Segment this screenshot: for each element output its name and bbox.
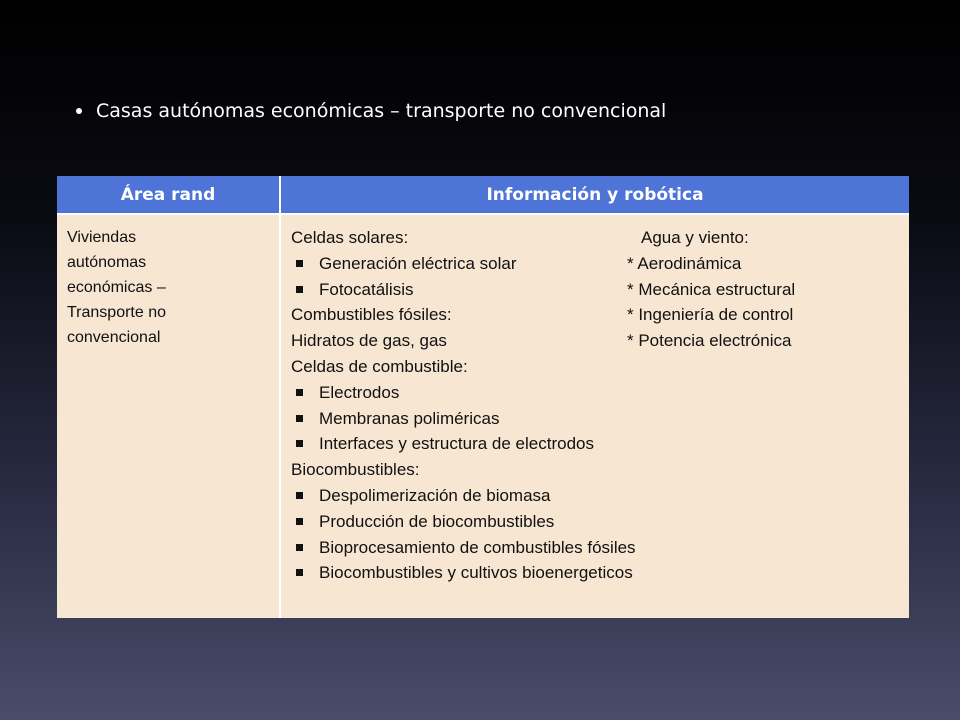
info-cell <box>280 214 909 618</box>
square-bullet-icon <box>296 389 303 396</box>
square-bullet-icon <box>296 569 303 576</box>
table-row <box>57 214 909 618</box>
area-line: autónomas <box>67 254 147 271</box>
square-bullet-icon <box>296 440 303 447</box>
list-item: * Mecánica estructural <box>627 279 796 299</box>
list-item: * Aerodinámica <box>627 253 742 273</box>
info-table <box>57 176 909 618</box>
area-line: económicas – <box>67 279 166 296</box>
list-item: Fotocatálisis <box>319 279 414 299</box>
combustibles-fosiles-heading: Combustibles fósiles: <box>291 305 452 325</box>
list-item: Producción de biocombustibles <box>291 509 899 535</box>
list-item: Hidratos de gas, gas <box>291 331 447 351</box>
info-line <box>291 328 899 354</box>
info-line <box>291 251 899 277</box>
agua-viento-heading: Agua y viento: <box>641 228 749 247</box>
info-line <box>291 302 899 328</box>
bullet-dot-icon <box>76 108 82 114</box>
area-line: Transporte no <box>67 304 167 321</box>
list-item: Despolimerización de biomasa <box>291 483 899 509</box>
area-line: Viviendas <box>67 229 137 246</box>
list-item: Electrodos <box>291 380 899 406</box>
list-item: * Potencia electrónica <box>627 331 792 351</box>
square-bullet-icon <box>296 415 303 422</box>
bullet-text: Casas autónomas económicas – transporte no convencional <box>96 100 667 122</box>
square-bullet-icon <box>296 518 303 525</box>
area-cell <box>57 214 280 618</box>
list-item: * Ingeniería de control <box>627 305 794 325</box>
list-item: Bioprocesamiento de combustibles fósiles <box>291 535 899 561</box>
square-bullet-icon <box>296 260 303 267</box>
square-bullet-icon <box>296 544 303 551</box>
area-line: convencional <box>67 329 161 346</box>
header-area: Área rand <box>57 176 280 214</box>
square-bullet-icon <box>296 286 303 293</box>
info-line <box>291 277 899 303</box>
info-line <box>291 225 899 251</box>
square-bullet-icon <box>296 492 303 499</box>
header-info: Información y robótica <box>280 176 909 214</box>
list-item: Biocombustibles y cultivos bioenergeticos <box>291 560 899 586</box>
slide-bullet <box>76 100 666 122</box>
table-header-row <box>57 176 909 214</box>
list-item: Membranas poliméricas <box>291 406 899 432</box>
celdas-solares-heading: Celdas solares: <box>291 228 409 247</box>
list-item: Generación eléctrica solar <box>319 253 517 273</box>
celdas-combustible-heading: Celdas de combustible: <box>291 356 468 376</box>
biocombustibles-heading: Biocombustibles: <box>291 460 420 480</box>
list-item: Interfaces y estructura de electrodos <box>291 431 899 457</box>
